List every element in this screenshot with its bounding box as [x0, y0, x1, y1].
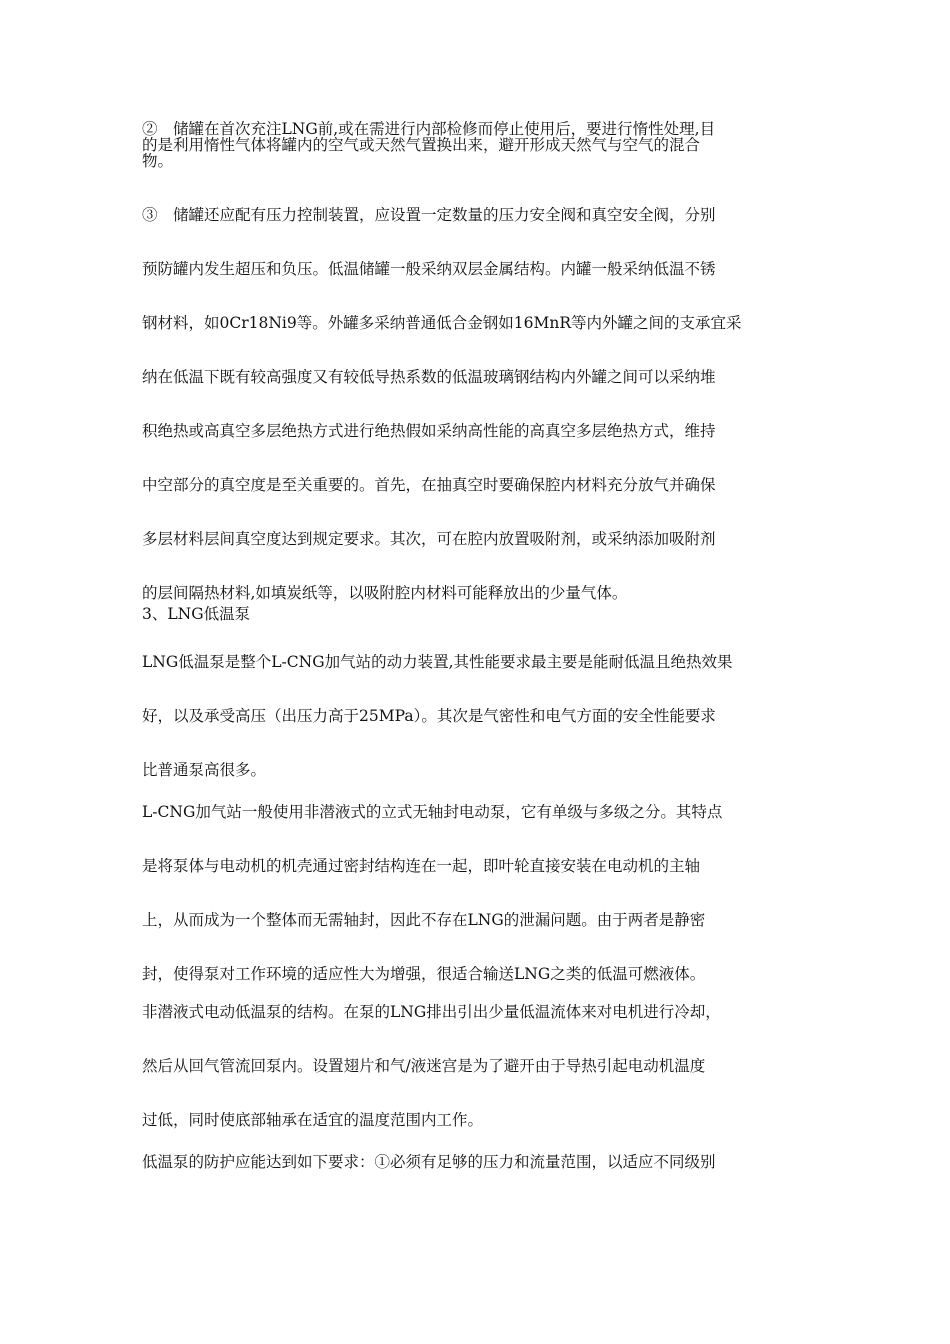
text-line: LNG低温泵是整个L-CNG加气站的动力装置,其性能要求最主要是能耐低温且绝热效果 [142, 653, 733, 671]
paragraph-pump-type [142, 804, 822, 982]
text-line: 的是利用惰性气体将罐内的空气或天然气置换出来，避开形成天然气与空气的混合 [142, 136, 701, 154]
text-line: 然后从回气管流回泵内。设置翅片和气/液迷宫是为了避开由于导热引起电动机温度 [142, 1057, 706, 1075]
text-line: 纳在低温下既有较高强度又有较低导热系数的低温玻璃钢结构内外罐之间可以采纳堆 [142, 368, 716, 386]
paragraph-pump-protection [142, 1154, 822, 1170]
paragraph-pressure-control [142, 207, 822, 601]
paragraph-pump-overview [142, 654, 822, 778]
text-line: 中空部分的真空度是至关重要的。首先，在抽真空时要确保腔内材料充分放气并确保 [142, 476, 716, 494]
text-line: 非潜液式电动低温泵的结构。在泵的LNG排出引出少量低温流体来对电机进行冷却， [142, 1003, 721, 1021]
heading-text: 3、LNG低温泵 [142, 605, 251, 623]
text-line: 多层材料层间真空度达到规定要求。其次，可在腔内放置吸附剂，或采纳添加吸附剂 [142, 530, 716, 548]
text-line: 物。 [142, 152, 174, 170]
text-line: 预防罐内发生超压和负压。低温储罐一般采纳双层金属结构。内罐一般采纳低温不锈 [142, 260, 716, 278]
text-line: ② 储罐在首次充注LNG前,或在需进行内部检修而停止使用后，要进行惰性处理,目 [142, 120, 716, 138]
paragraph-inerting [142, 121, 822, 169]
text-line: L-CNG加气站一般使用非潜液式的立式无轴封电动泵，它有单级与多级之分。其特点 [142, 803, 723, 821]
text-line: 积绝热或高真空多层绝热方式进行绝热假如采纳高性能的高真空多层绝热方式，维持 [142, 422, 716, 440]
section-heading-lng-pump [142, 606, 822, 622]
text-line: 封，使得泵对工作环境的适应性大为增强，很适合输送LNG之类的低温可燃液体。 [142, 965, 706, 983]
text-line: 的层间隔热材料,如填炭纸等，以吸附腔内材料可能释放出的少量气体。 [142, 584, 628, 602]
text-line: 是将泵体与电动机的机壳通过密封结构连在一起，即叶轮直接安装在电动机的主轴 [142, 857, 701, 875]
text-line: 低温泵的防护应能达到如下要求：①必须有足够的压力和流量范围，以适应不同级别 [142, 1153, 716, 1171]
text-line: 过低，同时使底部轴承在适宜的温度范围内工作。 [142, 1111, 484, 1129]
text-line: ③ 储罐还应配有压力控制装置，应设置一定数量的压力安全阀和真空安全阀，分别 [142, 206, 716, 224]
text-line: 上，从而成为一个整体而无需轴封，因此不存在LNG的泄漏问题。由于两者是静密 [142, 911, 706, 929]
text-line: 钢材料，如0Cr18Ni9等。外罐多采纳普通低合金钢如16MnR等内外罐之间的支承宜采 [142, 314, 742, 332]
text-line: 好，以及承受高压（出压力高于25MPa）。其次是气密性和电气方面的安全性能要求 [142, 707, 716, 725]
text-line: 比普通泵高很多。 [142, 761, 267, 779]
paragraph-pump-structure [142, 1004, 822, 1128]
